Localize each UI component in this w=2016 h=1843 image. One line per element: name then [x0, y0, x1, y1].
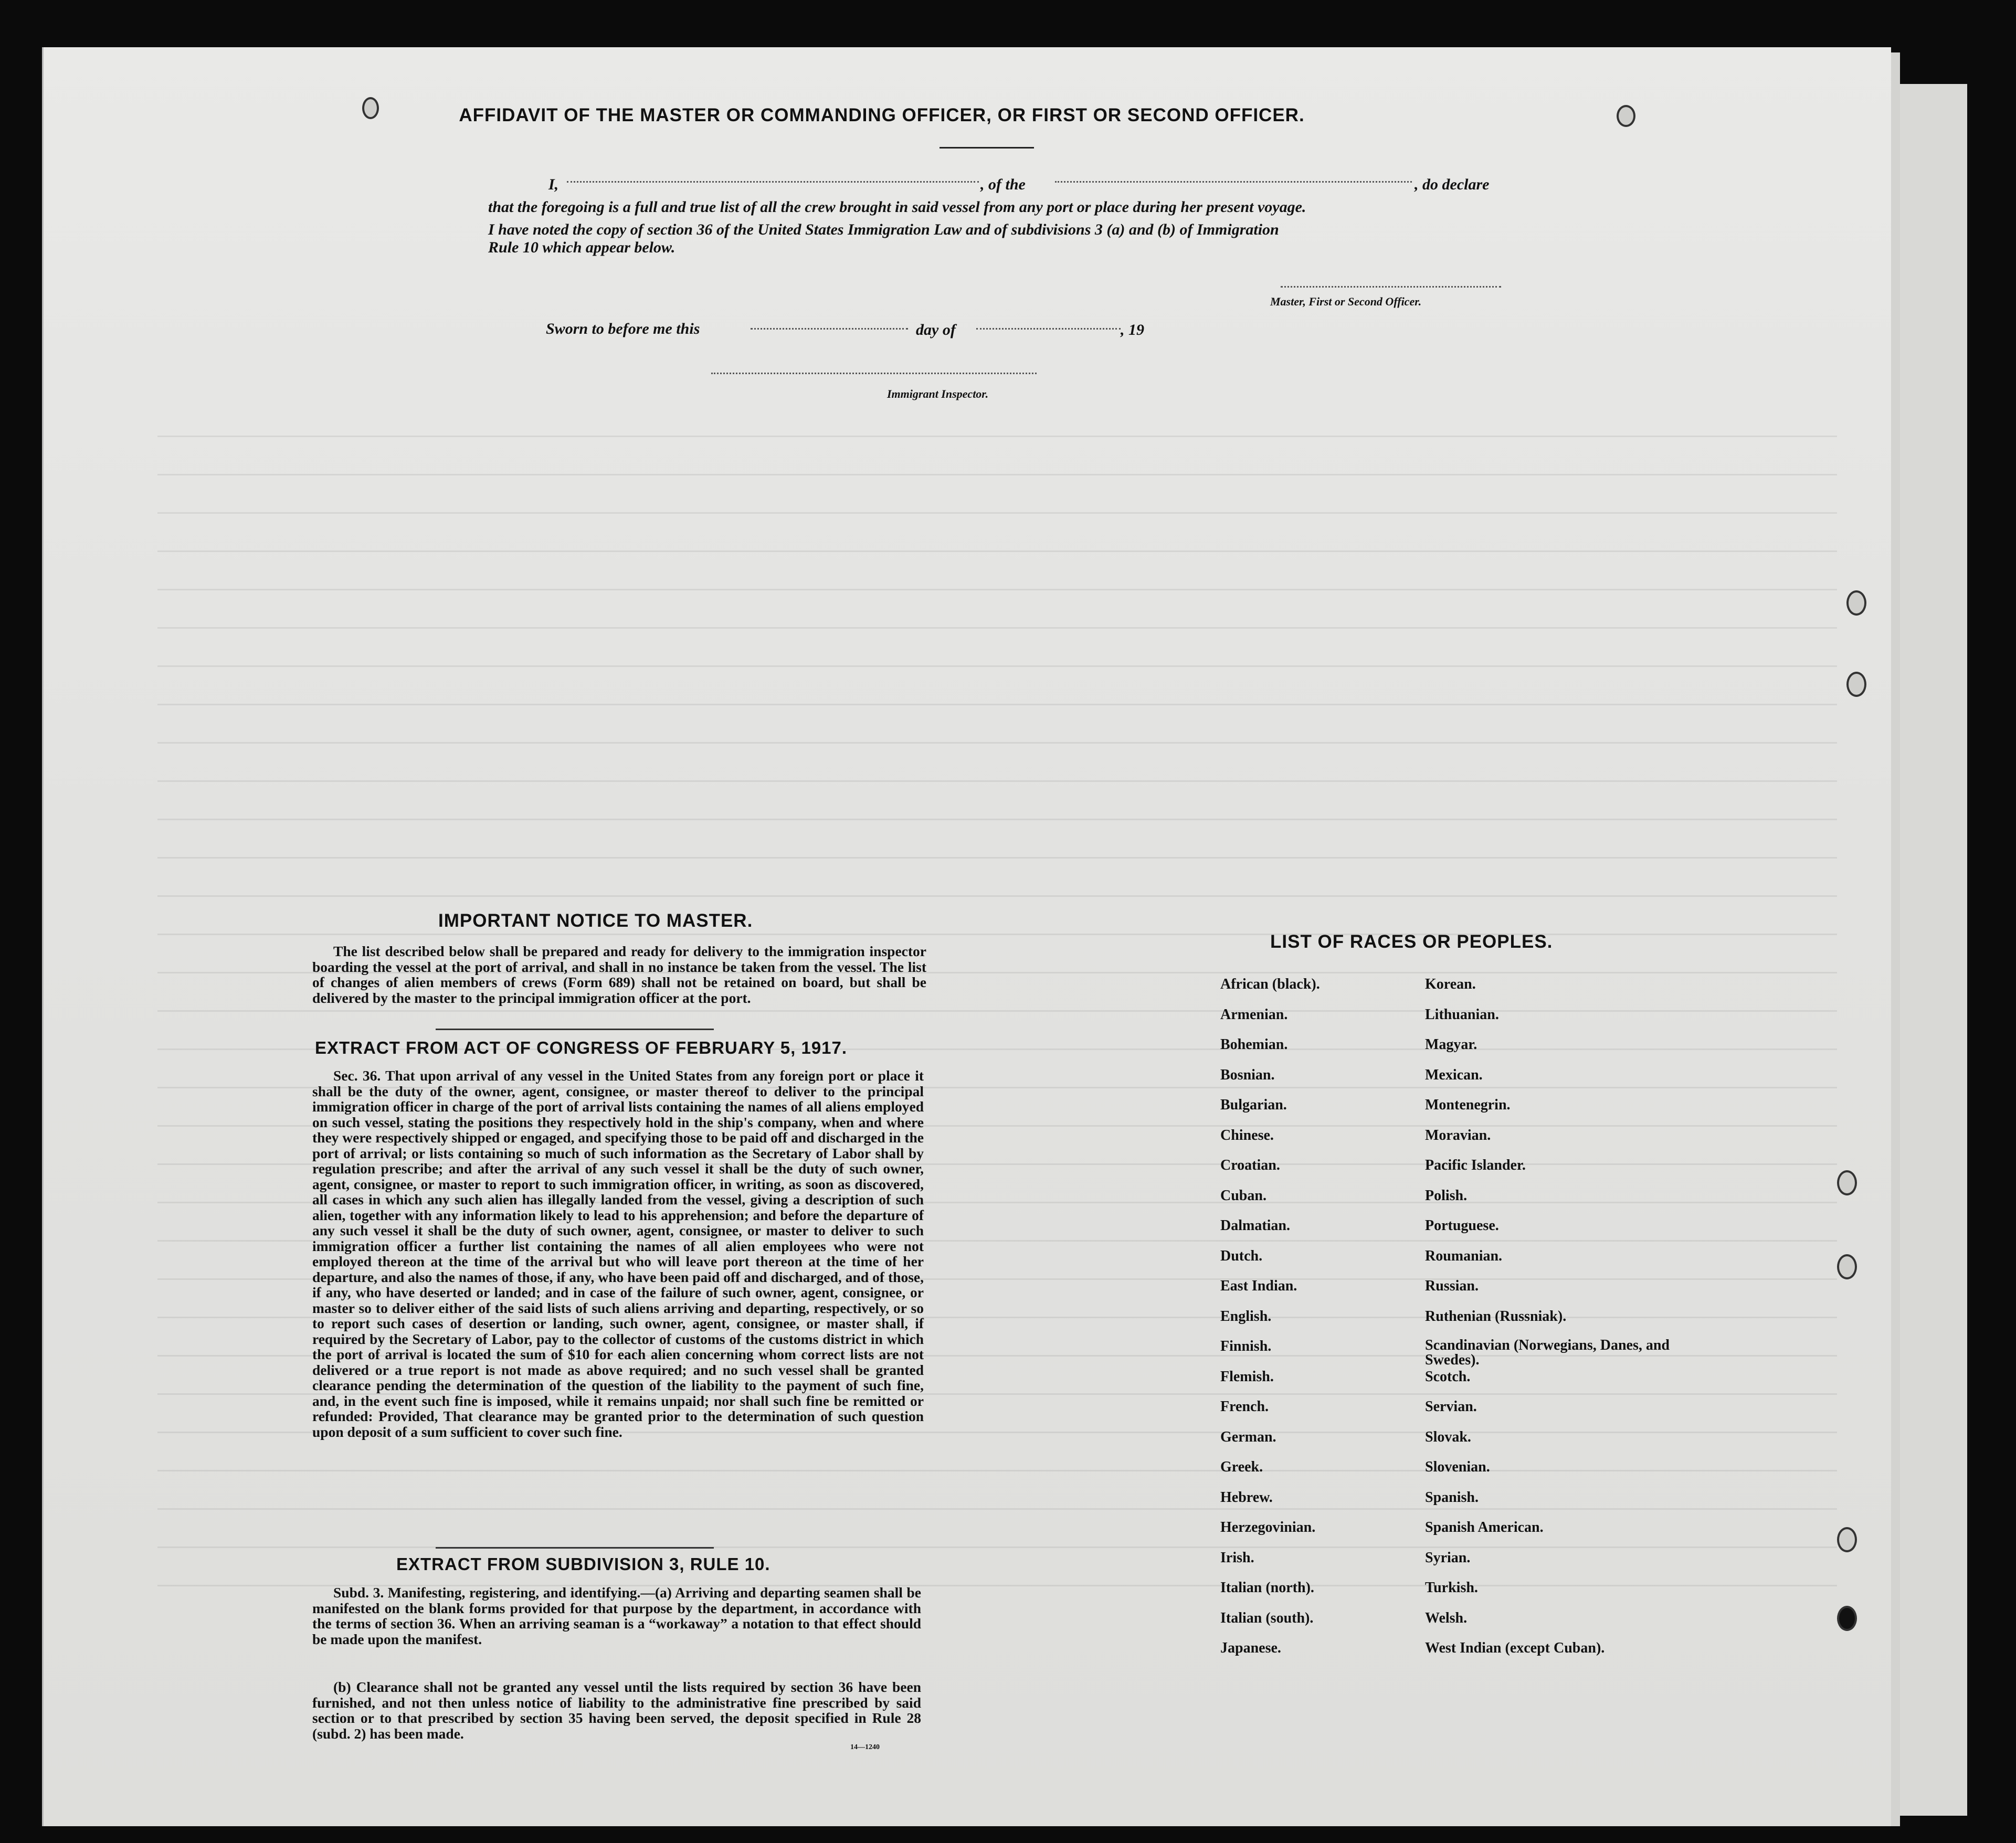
race-item: Polish. [1425, 1187, 1468, 1204]
race-item: Slovak. [1425, 1428, 1471, 1445]
race-item: Turkish. [1425, 1580, 1478, 1596]
race-item: Dalmatian. [1220, 1217, 1290, 1234]
race-item: Roumanian. [1425, 1247, 1503, 1264]
day-blank [751, 328, 908, 330]
extract-rule-text-b: (b) Clearance shall not be granted any vessel until the lists required by section 36 have been furnished, and not then unless notice of liability to the administrative fine prescribed by said section or to that prescribed by section 35 having been served, the deposit specified in Rule 28 (subd. 2) has been made. [312, 1679, 921, 1742]
form-number: 14—1240 [850, 1743, 880, 1751]
race-item: Flemish. [1220, 1368, 1274, 1385]
race-item: Magyar. [1425, 1036, 1477, 1053]
race-item: Montenegrin. [1425, 1097, 1511, 1113]
section-divider [436, 1547, 714, 1549]
month-blank [976, 328, 1121, 330]
inspector-label: Immigrant Inspector. [887, 387, 989, 400]
race-item: African (black). [1220, 976, 1320, 992]
race-item: Welsh. [1425, 1609, 1468, 1626]
race-item: Bulgarian. [1220, 1097, 1287, 1113]
race-item: Greek. [1220, 1459, 1263, 1475]
vessel-blank [1055, 181, 1412, 183]
signature-blank [1281, 286, 1501, 288]
race-item: Servian. [1425, 1399, 1477, 1415]
race-item: Italian (north). [1220, 1580, 1314, 1596]
race-item: Spanish American. [1425, 1519, 1544, 1535]
race-item: English. [1220, 1308, 1272, 1325]
race-item: German. [1220, 1428, 1276, 1445]
affidavit-title: AFFIDAVIT OF THE MASTER OR COMMANDING OFFICER, OR FIRST OR SECOND OFFICER. [459, 105, 1305, 125]
race-item: Cuban. [1220, 1187, 1266, 1204]
extract-rule-text-a: Subd. 3. Manifesting, registering, and identifying.—(a) Arriving and departing seamen shall be manifested on the blank forms provided for that purpose by the department, in accordance with the terms of section 36. When an arriving seaman is a “workaway” a notation to that effect should be made upon the manifest. [312, 1584, 921, 1647]
affidavit-do-declare: , do declare [1415, 176, 1490, 193]
race-item: Spanish. [1425, 1489, 1479, 1506]
name-blank [567, 181, 979, 183]
punch-hole-icon [1846, 590, 1866, 616]
race-item: Mexican. [1425, 1066, 1483, 1083]
races-left-column [1220, 976, 1446, 1670]
adjacent-page-edge [1894, 84, 1967, 1816]
race-item: Chinese. [1220, 1127, 1274, 1143]
race-item: Herzegovinian. [1220, 1519, 1316, 1535]
race-item: Hebrew. [1220, 1489, 1273, 1506]
race-item: French. [1220, 1399, 1269, 1415]
race-item: Armenian. [1220, 1006, 1288, 1023]
race-item: Italian (south). [1220, 1609, 1314, 1626]
notice-text: The list described below shall be prepared and ready for delivery to the immigration inspector boarding the vessel at the port of arrival, and shall in no instance be taken from the vessel. The list of changes of alien members of crews (Form 689) shall not be retained on board, but shall be delivered by the master to the principal immigration officer at the port. [312, 943, 926, 1006]
affidavit-line-2: that the foregoing is a full and true list of all the crew brought in said vessel from any port or place during her present voyage. [488, 198, 1306, 216]
race-item: Pacific Islander. [1425, 1157, 1526, 1173]
section-divider [436, 1029, 714, 1030]
punch-hole-icon [1837, 1527, 1857, 1552]
race-item: Finnish. [1220, 1338, 1272, 1354]
punch-hole-icon [1846, 672, 1866, 697]
race-item: Dutch. [1220, 1247, 1263, 1264]
race-item: West Indian (except Cuban). [1425, 1640, 1605, 1656]
race-item: Irish. [1220, 1549, 1254, 1566]
inspector-blank [711, 373, 1037, 374]
race-item: Russian. [1425, 1278, 1479, 1294]
day-of-label: day of [916, 321, 956, 338]
race-item: Scotch. [1425, 1368, 1471, 1385]
race-item: Scandinavian (Norwegians, Danes, and Swedes). [1425, 1337, 1670, 1368]
affidavit-line-4: Rule 10 which appear below. [488, 239, 675, 256]
races-right-column [1425, 976, 1672, 1670]
punch-hole-icon [1837, 1254, 1857, 1279]
affidavit-i: I, [548, 176, 559, 193]
race-item: Syrian. [1425, 1549, 1471, 1566]
signature-label: Master, First or Second Officer. [1270, 295, 1422, 308]
punch-hole-icon [1617, 105, 1635, 127]
race-item: Ruthenian (Russniak). [1425, 1308, 1567, 1325]
extract-act-title: EXTRACT FROM ACT OF CONGRESS OF FEBRUARY 5, 1917. [315, 1038, 848, 1057]
race-item: East Indian. [1220, 1278, 1297, 1294]
sworn-label: Sworn to before me this [546, 320, 700, 337]
race-item: Bosnian. [1220, 1066, 1275, 1083]
punch-hole-icon [1837, 1606, 1857, 1631]
notice-title: IMPORTANT NOTICE TO MASTER. [438, 910, 753, 931]
year-label: , 19 [1121, 321, 1144, 338]
affidavit-of-the: , of the [980, 176, 1026, 193]
extract-act-text: Sec. 36. That upon arrival of any vessel in the United States from any foreign port or place it shall be the duty of the owner, agent, consignee, or master thereof to deliver to the principal immigration officer in charge of the port of arrival lists containing the names of all aliens employed on such vessel, stating the positions they respectively hold in the ship's company, when and where they were respectively shipped or engaged, and specifying those to be paid off and discharged in the port of arrival; or lists containing so much of such information as the Secretary of Labor shall by regulation prescribe; and after the arrival of any such vessel it shall be the duty of such owner, agent, consignee, or master to report to such immigration officer, in writing, as soon as discovered, all cases in which any such alien has illegally landed from the vessel, giving a description of such alien, together with any information likely to lead to his apprehension; and before the departure of any such vessel it shall be the duty of such owner, agent, consignee, or master to deliver to such immigration officer a further list containing the names of all alien employees who were not employed thereon at the time of the arrival but who will leave port thereon at the time of her departure, and also the names of those, if any, who have been paid off and discharged, and of those, if any, who have deserted or landed; and in case of the failure of such owner, agent, consignee, or master so to deliver either of the said lists of such aliens arriving and departing, respectively, or so to report such cases of desertion or landing, such owner, agent, consignee, or master shall, if required by the Secretary of Labor, pay to the collector of customs of the customs district in which the port of arrival is located the sum of $10 for each alien concerning whom correct lists are not delivered or a true report is not made as above required; and no such vessel shall be granted clearance pending the determination of the question of the liability to the payment of such fine, and, in the event such fine is imposed, while it remains unpaid; nor shall such fine be remitted or refunded: Provided, That clearance may be granted prior to the determination of such question upon deposit of a sum sufficient to cover such fine. [312, 1067, 924, 1440]
race-item: Moravian. [1425, 1127, 1491, 1143]
race-item: Lithuanian. [1425, 1006, 1499, 1023]
race-item: Slovenian. [1425, 1459, 1490, 1475]
race-item: Japanese. [1220, 1640, 1281, 1656]
race-item: Korean. [1425, 976, 1476, 992]
affidavit-line-3: I have noted the copy of section 36 of the United States Immigration Law and of subdivisions 3 (a) and (b) of Immigration [488, 221, 1279, 238]
race-item: Portuguese. [1425, 1217, 1499, 1234]
races-title: LIST OF RACES OR PEOPLES. [1270, 931, 1553, 952]
extract-rule-title: EXTRACT FROM SUBDIVISION 3, RULE 10. [396, 1554, 770, 1574]
punch-hole-icon [1837, 1170, 1857, 1195]
race-item: Bohemian. [1220, 1036, 1288, 1053]
title-underline [940, 147, 1034, 149]
race-item: Croatian. [1220, 1157, 1280, 1173]
